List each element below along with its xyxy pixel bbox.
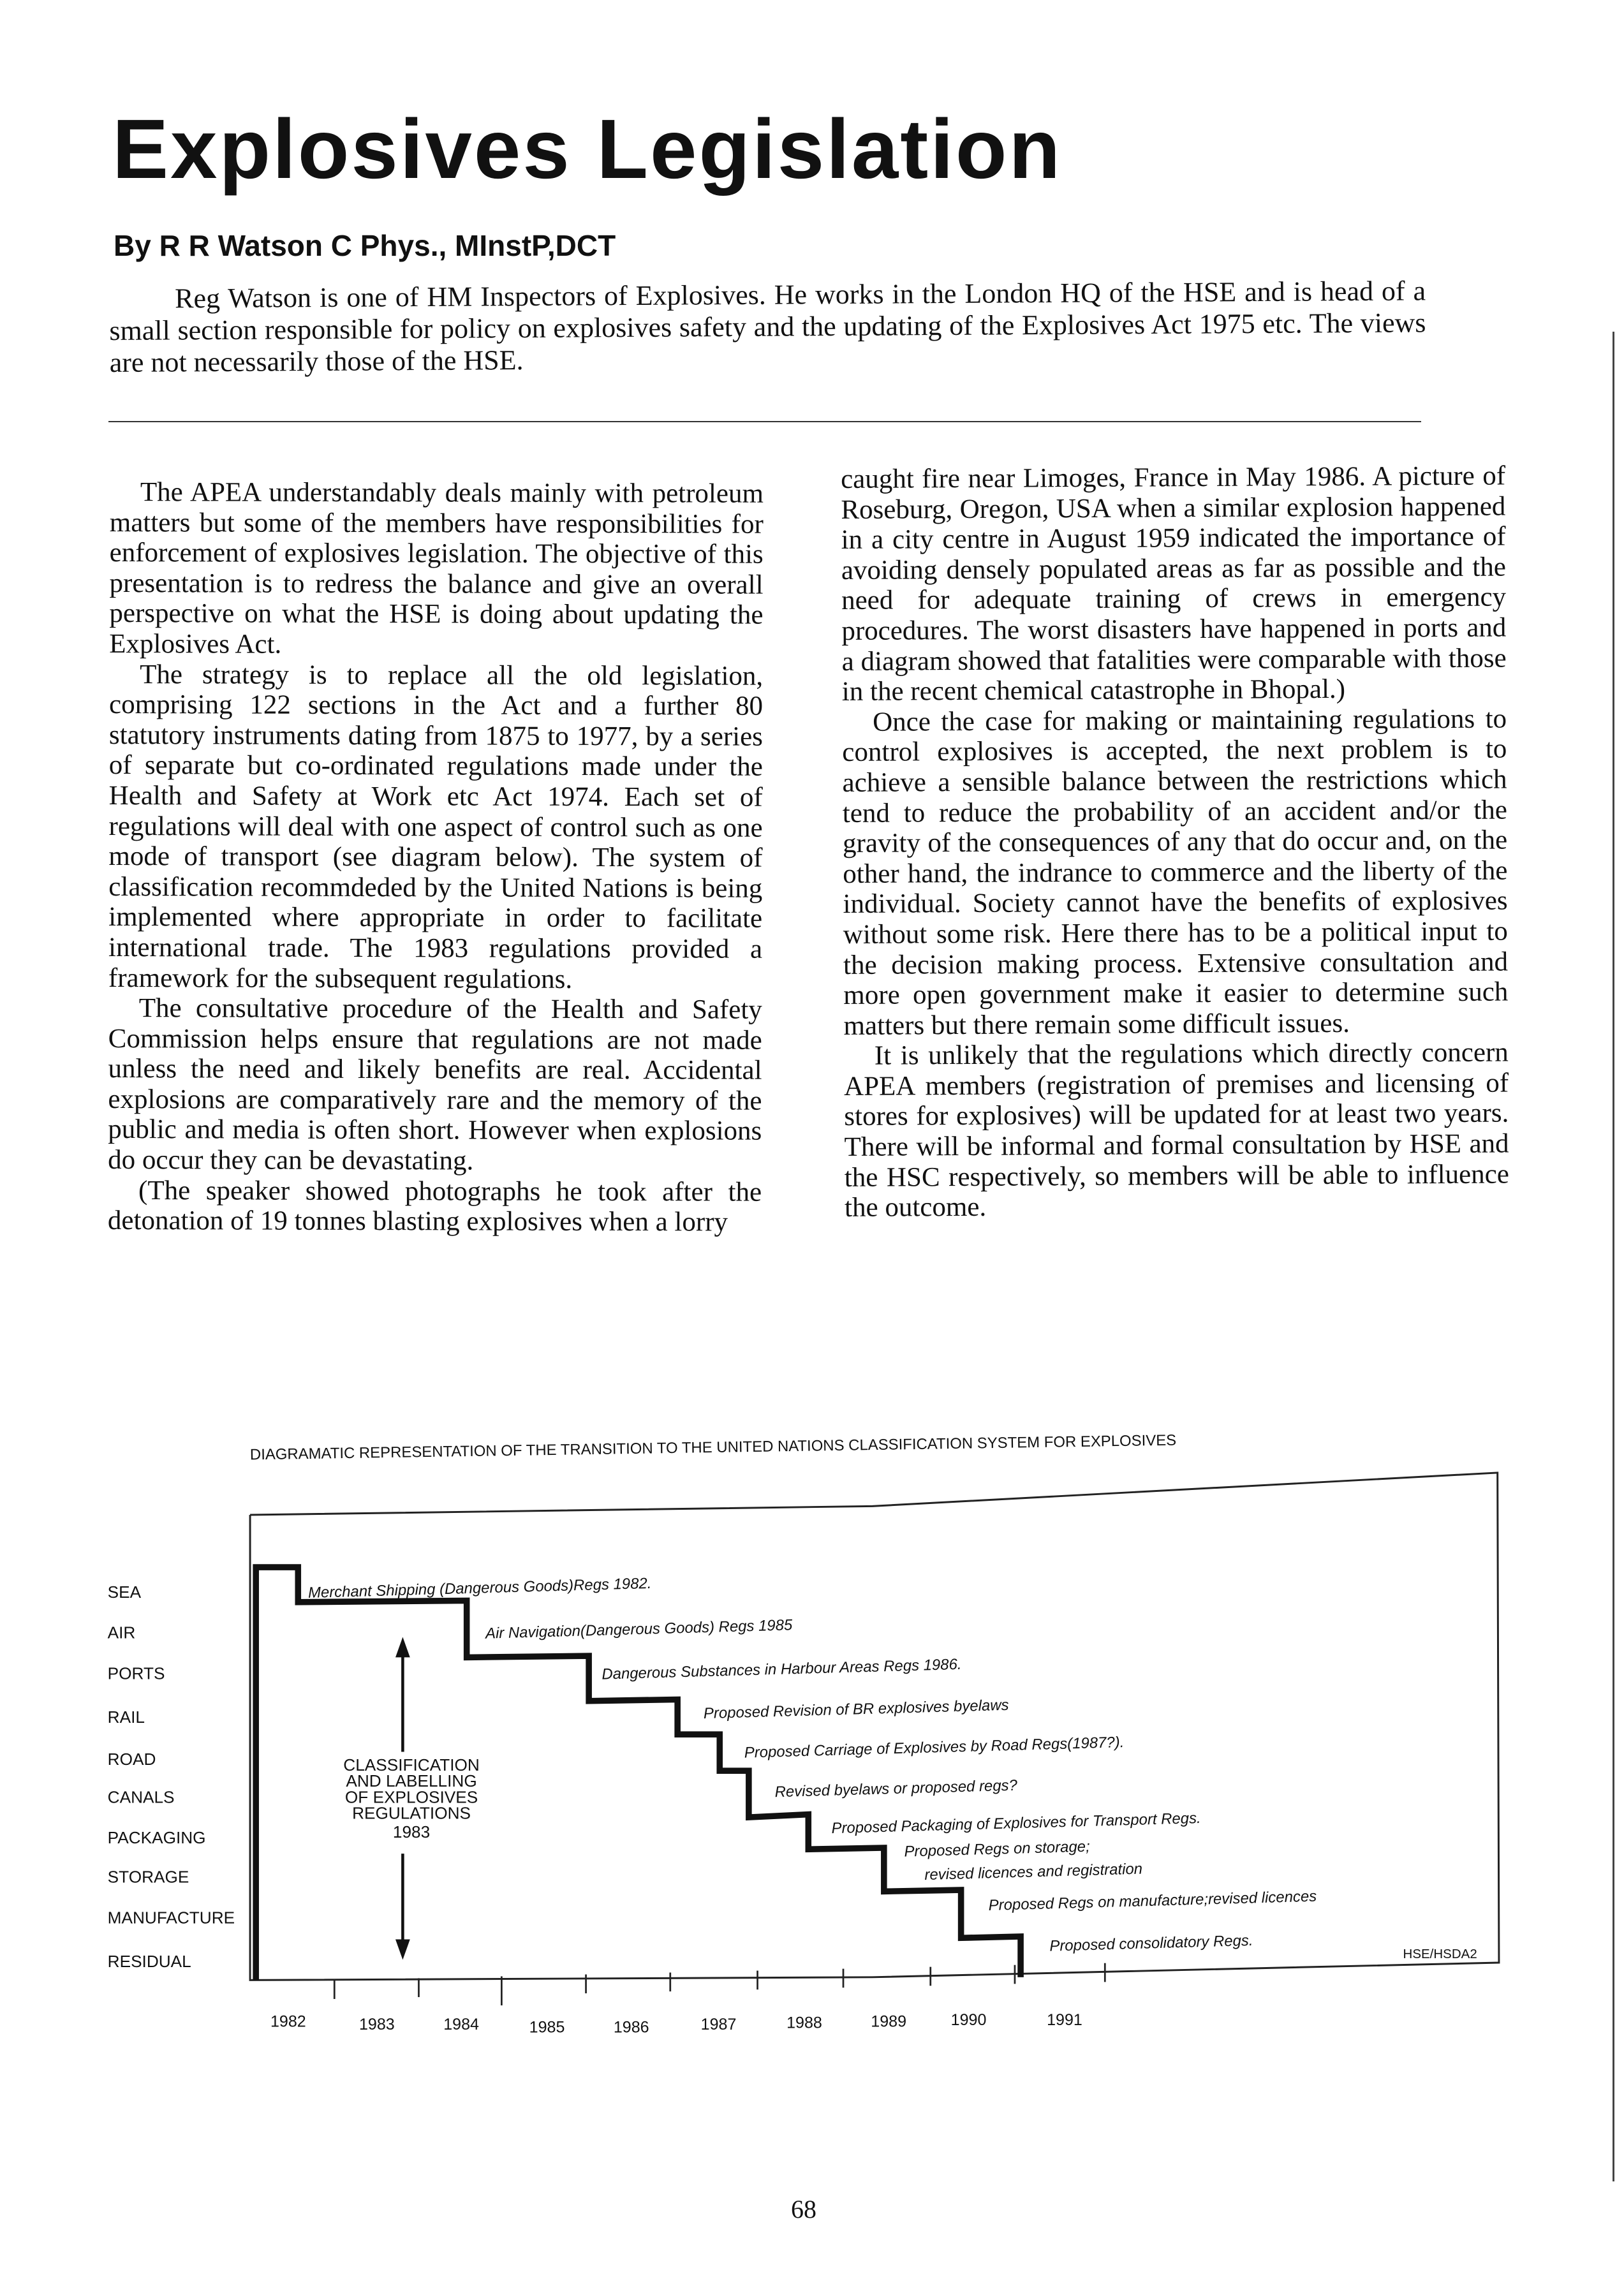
year-label: 1989 xyxy=(871,2012,907,2031)
diagram-reference: HSE/HSDA2 xyxy=(1403,1947,1477,1962)
year-label: 1982 xyxy=(270,2012,306,2031)
year-label: 1985 xyxy=(529,2018,565,2037)
category-label: CANALS xyxy=(107,1787,175,1807)
paragraph: The APEA understandably deals mainly with petroleum matters but some of the members have responsibilities for enforcement of explosives legislation. The objective of this presentation is to redress the balance and give an overall perspective on what the HSE is doing about updating the Explosives Act. xyxy=(109,477,764,660)
step-label: Dangerous Substances in Harbour Areas Regs 1986. xyxy=(602,1655,962,1683)
step-label: Proposed Revision of BR explosives byelaws xyxy=(703,1696,1009,1723)
paragraph: (The speaker showed photographs he took after the detonation of 19 tonnes blasting explosives when a lorry xyxy=(107,1175,762,1237)
category-label: SEA xyxy=(107,1582,142,1602)
scan-edge-line xyxy=(1613,332,1614,2181)
diagram-title: DIAGRAMATIC REPRESENTATION OF THE TRANSITION TO THE UNITED NATIONS CLASSIFICATION SYSTEM FOR EXPLOSIVES xyxy=(249,1431,1177,1464)
step-label: Air Navigation(Dangerous Goods) Regs 1985 xyxy=(485,1616,793,1642)
year-label: 1984 xyxy=(443,2015,479,2033)
note-line: AND LABELLING xyxy=(346,1771,477,1791)
year-label: 1987 xyxy=(700,2015,737,2033)
paragraph: Once the case for making or maintaining regulations to control explosives is accepted, the next problem is to achieve a sensible balance between the restrictions which tend to reduce the probability of an accident and/or the gravity of the consequences of any that do occur and, on the other hand, the indrance to commerce and the liberty of the individual. Society cannot have the benefits of explosives without some risk. Here there has to be a political input to the decision making process. Extensive consultation and more open government make it easier to determine such matters but there remain some difficult issues. xyxy=(842,704,1509,1041)
year-label: 1988 xyxy=(786,2014,822,2032)
category-label: ROAD xyxy=(107,1750,156,1769)
note-line: OF EXPLOSIVES xyxy=(344,1787,478,1807)
step-label: Proposed Packaging of Explosives for Transport Regs. xyxy=(831,1810,1202,1838)
page-number: 68 xyxy=(791,2195,816,2224)
category-label: RAIL xyxy=(107,1707,145,1727)
year-label: 1986 xyxy=(613,2018,649,2037)
year-labels xyxy=(270,2011,1082,2036)
paragraph: caught fire near Limoges, France in May 1986. A picture of Roseburg, Oregon, USA when a similar explosion happened in a city centre in August 1959 indicated the importance of avoiding densely populated areas as far as possible and the need for adequate training of crews in emergency procedures. The worst disasters have happened in ports and a diagram showed that fatalities were comparable with those in the recent chemical catastrophe in Bhopal.) xyxy=(841,461,1507,707)
author-intro: Reg Watson is one of HM Inspectors of Explosives. He works in the London HQ of the HSE and is head of a small section responsible for policy on explosives safety and the updating of the Explosives Act 1975 etc. The views are not necessarily those of the HSE. xyxy=(109,275,1426,378)
category-label: PORTS xyxy=(107,1663,165,1683)
arrow-down-icon xyxy=(395,1940,410,1960)
category-label: RESIDUAL xyxy=(107,1951,191,1971)
note-line: CLASSIFICATION xyxy=(343,1755,480,1775)
article-byline: By R R Watson C Phys., MInstP,DCT xyxy=(114,229,616,262)
category-labels xyxy=(108,1582,235,1971)
note-line: REGULATIONS xyxy=(352,1803,471,1823)
category-label: AIR xyxy=(107,1623,136,1642)
paragraph: It is unlikely that the regulations which directly concern APEA members (registration of premises and licensing of stores for explosives) will be updated for at least two years. There will be informal and formal consultation by HSE and the HSC respectively, so members will be able to influence the outcome. xyxy=(843,1037,1509,1223)
classification-note xyxy=(343,1755,480,1841)
step-label: Proposed Regs on manufacture;revised licences xyxy=(988,1887,1317,1914)
category-label: PACKAGING xyxy=(107,1828,206,1848)
step-label: Proposed Carriage of Explosives by Road Regs(1987?). xyxy=(744,1734,1125,1762)
category-label: STORAGE xyxy=(107,1867,189,1887)
step-label: Merchant Shipping (Dangerous Goods)Regs 1982. xyxy=(307,1574,652,1602)
year-label: 1990 xyxy=(950,2011,987,2030)
step-label: Proposed Regs on storage; xyxy=(904,1838,1091,1861)
step-label: Proposed consolidatory Regs. xyxy=(1049,1931,1253,1955)
step-label: revised licences and registration xyxy=(924,1860,1143,1884)
arrow-up-icon xyxy=(395,1637,410,1657)
year-label: 1991 xyxy=(1047,2011,1082,2030)
year-ticks xyxy=(334,1963,1105,2005)
year-label: 1983 xyxy=(359,2015,395,2033)
category-label: MANUFACTURE xyxy=(107,1908,235,1928)
paragraph: The consultative procedure of the Health and Safety Commission helps ensure that regulations are not made unless the need and likely benefits are real. Accidental explosions are comparatively rare and the memory of the public and media is often short. However when explosions do occur they can be devastating. xyxy=(108,993,762,1176)
article-title: Explosives Legislation xyxy=(112,102,1063,196)
step-label: Revised byelaws or proposed regs? xyxy=(774,1776,1018,1801)
paragraph: The strategy is to replace all the old legislation, comprising 122 sections in the Act and a further 80 statutory instruments dating from 1875 to 1977, by a series of separate but co-ordinated regulations made under the Health and Safety at Work etc Act 1974. Each set of regulations will deal with one aspect of control such as one mode of transport (see diagram below). The system of classification recommdeded by the United Nations is being implemented where appropriate in order to facilitate international trade. The 1983 regulations provided a framework for the subsequent regulations. xyxy=(108,659,764,994)
note-line: 1983 xyxy=(392,1822,431,1842)
